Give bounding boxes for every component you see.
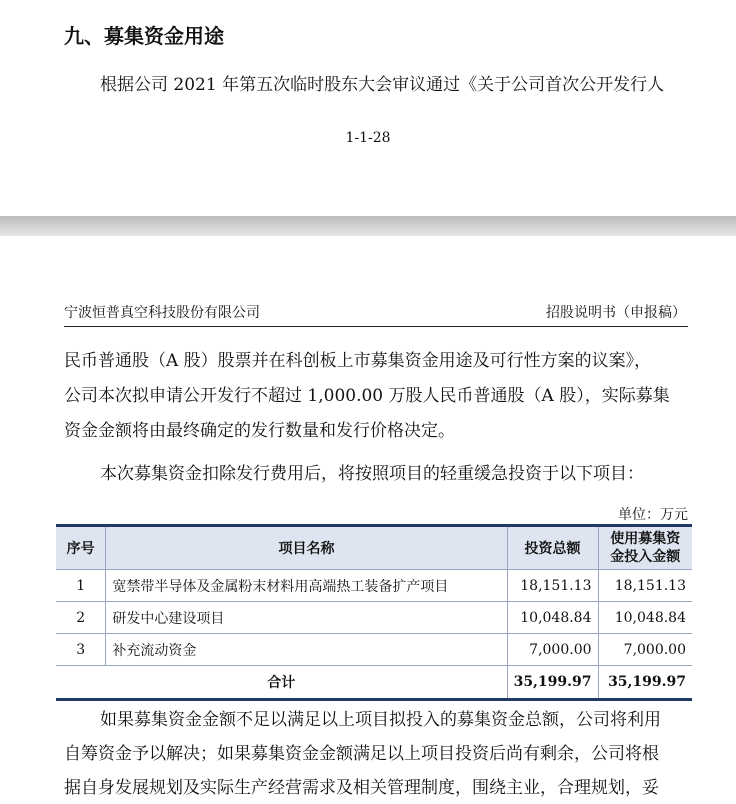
after-line-1: 如果募集资金金额不足以满足以上项目拟投入的募集资金总额，公司将利用: [100, 710, 661, 730]
header-company: 宁波恒普真空科技股份有限公司: [64, 305, 260, 321]
table-total-row: [56, 666, 692, 700]
col-header-name: 项目名称: [106, 526, 507, 570]
row-total: 10,048.84: [507, 602, 598, 634]
table-row: [56, 634, 692, 666]
col-header-no: 序号: [56, 526, 106, 570]
total-used: 35,199.97: [598, 666, 692, 700]
table-header-row: [56, 526, 692, 570]
table-row: [56, 570, 692, 602]
page-gap: [0, 216, 736, 236]
table-row: [56, 602, 692, 634]
row-no: 1: [56, 570, 106, 602]
row-used: 10,048.84: [598, 602, 692, 634]
row-name: 研发中心建设项目: [106, 602, 507, 634]
body-line-3: 资金金额将由最终确定的发行数量和发行价格决定。: [64, 421, 455, 441]
after-line-2: 自筹资金予以解决；如果募集资金金额满足以上项目投资后尚有剩余，公司将根: [64, 744, 659, 764]
after-line-3: 据自身发展规划及实际生产经营需求及相关管理制度，围绕主业，合理规划，妥: [64, 778, 659, 798]
row-no: 3: [56, 634, 106, 666]
row-total: 7,000.00: [507, 634, 598, 666]
header-doc-type: 招股说明书（申报稿）: [546, 305, 686, 321]
row-no: 2: [56, 602, 106, 634]
row-used: 7,000.00: [598, 634, 692, 666]
section-heading: 九、募集资金用途: [64, 24, 224, 48]
total-total: 35,199.97: [507, 666, 598, 700]
fund-usage-table: [56, 524, 692, 701]
row-total: 18,151.13: [507, 570, 598, 602]
body-line-1: 民币普通股（A 股）股票并在科创板上市募集资金用途及可行性方案的议案》，: [64, 351, 652, 371]
col-header-total: 投资总额: [507, 526, 598, 570]
row-name: 宽禁带半导体及金属粉末材料用高端热工装备扩产项目: [106, 570, 507, 602]
header-rule: [64, 326, 688, 327]
unit-label: 单位：万元: [618, 507, 688, 523]
row-name: 补充流动资金: [106, 634, 507, 666]
col-header-used: 使用募集资金投入金额: [598, 526, 692, 570]
row-used: 18,151.13: [598, 570, 692, 602]
page-number: 1-1-28: [345, 130, 391, 146]
total-label: 合计: [56, 666, 507, 700]
body-line-4: 本次募集资金扣除发行费用后，将按照项目的轻重缓急投资于以下项目：: [100, 464, 644, 484]
previous-page-paragraph: 根据公司 2021 年第五次临时股东大会审议通过《关于公司首次公开发行人: [100, 75, 665, 95]
body-line-2: 公司本次拟申请公开发行不超过 1,000.00 万股人民币普通股（A 股），实际募集: [64, 386, 670, 406]
